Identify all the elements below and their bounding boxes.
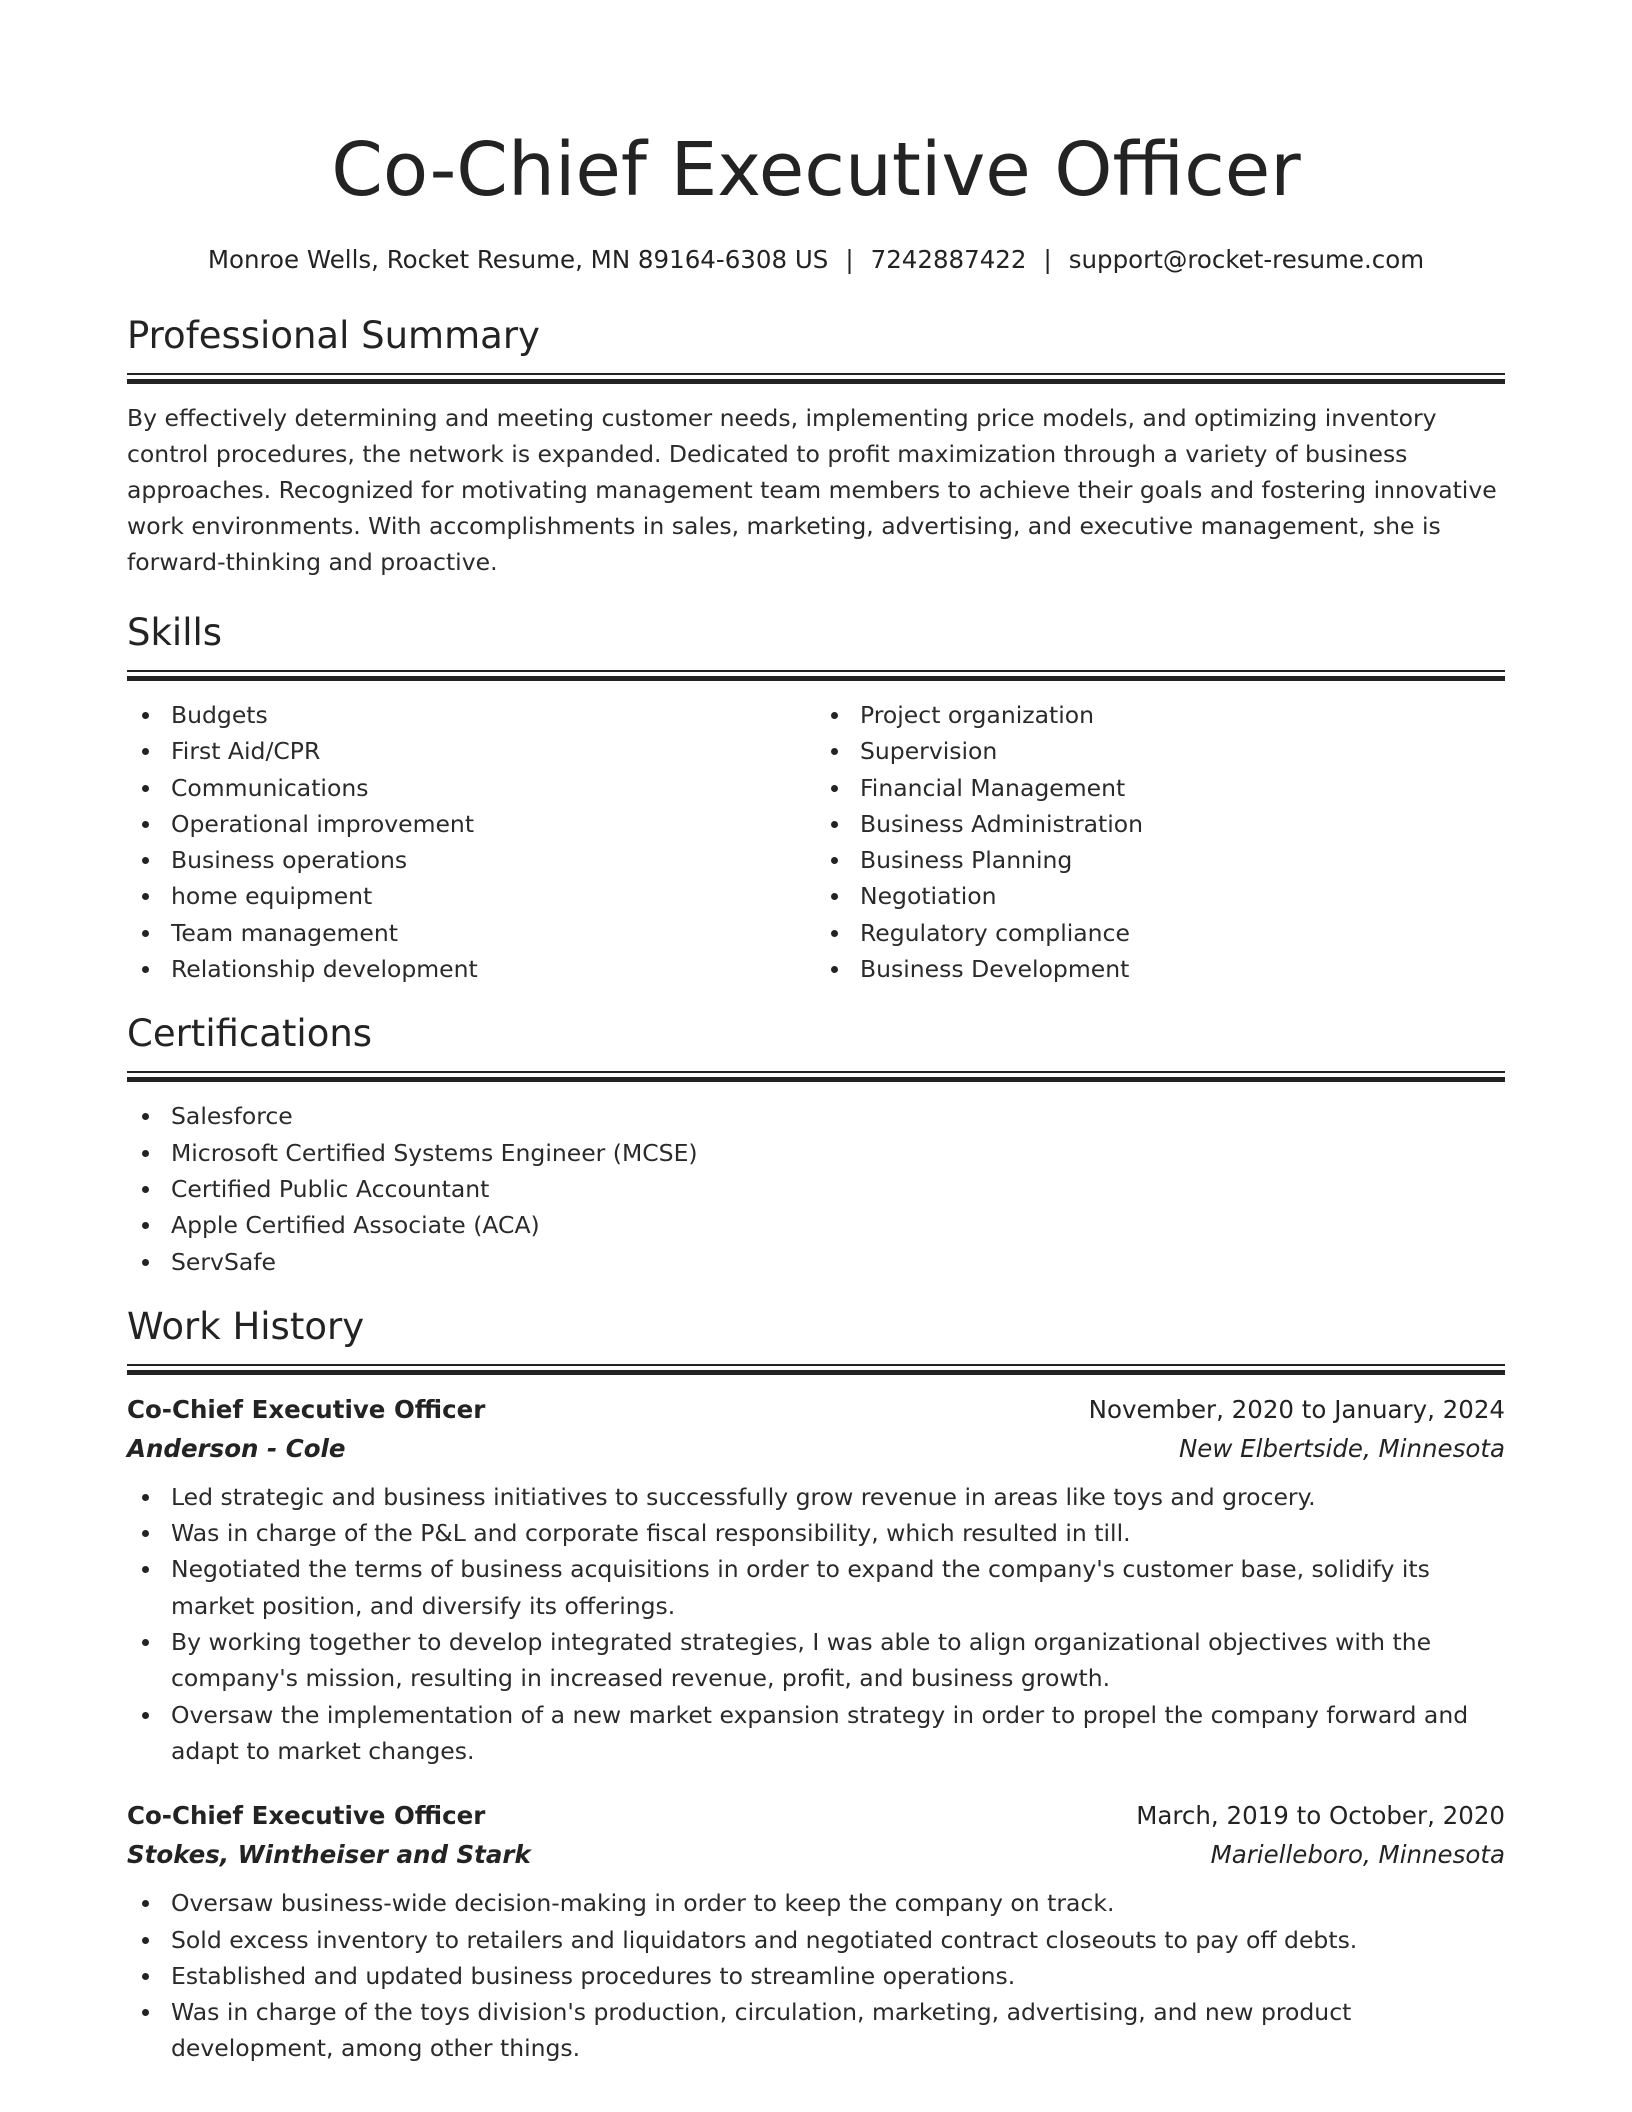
certification-item: Salesforce bbox=[127, 1098, 1505, 1134]
job-entry bbox=[127, 1797, 1505, 2066]
skill-item: Relationship development bbox=[127, 951, 816, 987]
contact-phone: 7242887422 bbox=[870, 245, 1027, 274]
summary-heading: Professional Summary bbox=[127, 314, 540, 357]
skill-item: Business Development bbox=[816, 951, 1505, 987]
skills-column-left bbox=[127, 697, 816, 987]
contact-address: Monroe Wells, Rocket Resume, MN 89164-6308 US bbox=[207, 245, 829, 274]
section-divider bbox=[127, 1071, 1505, 1082]
contact-email[interactable]: support@rocket-resume.com bbox=[1068, 245, 1425, 274]
job-company: Stokes, Wintheiser and Stark bbox=[127, 1840, 531, 1870]
job-location: Marielleboro, Minnesota bbox=[1210, 1840, 1505, 1870]
summary-section bbox=[127, 313, 1505, 580]
skill-item: Negotiation bbox=[816, 878, 1505, 914]
job-title: Co-Chief Executive Officer bbox=[127, 1801, 486, 1831]
skill-item: Regulatory compliance bbox=[816, 915, 1505, 951]
contact-separator: | bbox=[845, 245, 854, 274]
skills-list-left bbox=[127, 697, 816, 987]
job-bullet: Was in charge of the toys division's production, circulation, marketing, advertising, and new product development, among other things. bbox=[127, 1994, 1505, 2067]
job-title: Co-Chief Executive Officer bbox=[127, 1394, 486, 1424]
job-bullet: Sold excess inventory to retailers and liquidators and negotiated contract closeouts to pay off debts. bbox=[127, 1922, 1505, 1958]
job-header-row bbox=[127, 1797, 1505, 1835]
job-company-row bbox=[127, 1429, 1505, 1469]
skill-item: Team management bbox=[127, 915, 816, 951]
skill-item: Operational improvement bbox=[127, 806, 816, 842]
job-bullets bbox=[127, 1479, 1505, 1769]
resume-title: Co-Chief Executive Officer bbox=[331, 127, 1301, 213]
job-bullet: Established and updated business procedures to streamline operations. bbox=[127, 1958, 1505, 1994]
contact-separator: | bbox=[1043, 245, 1052, 274]
certifications-list bbox=[127, 1098, 1505, 1279]
job-header-row bbox=[127, 1391, 1505, 1429]
section-divider bbox=[127, 373, 1505, 384]
job-bullet: Led strategic and business initiatives to successfully grow revenue in areas like toys and grocery. bbox=[127, 1479, 1505, 1515]
certification-item: ServSafe bbox=[127, 1244, 1505, 1280]
skill-item: Financial Management bbox=[816, 770, 1505, 806]
skills-grid bbox=[127, 697, 1505, 987]
summary-text: By effectively determining and meeting customer needs, implementing price models, and optimizing inventory control procedures, the network is expanded. Dedicated to profit maximization through a variety of business approaches. Recognized for motivating management team members to achieve their goals and fostering innovative work environments. With accomplishments in sales, marketing, advertising, and executive management, she is forward-thinking and proactive. bbox=[127, 404, 1497, 576]
skill-item: home equipment bbox=[127, 878, 816, 914]
certification-item: Apple Certified Associate (ACA) bbox=[127, 1207, 1505, 1243]
skills-section bbox=[127, 610, 1505, 987]
skill-item: Business operations bbox=[127, 842, 816, 878]
section-divider bbox=[127, 670, 1505, 681]
skill-item: Project organization bbox=[816, 697, 1505, 733]
job-bullet: Was in charge of the P&L and corporate fiscal responsibility, which resulted in till. bbox=[127, 1515, 1505, 1551]
skill-item: Communications bbox=[127, 770, 816, 806]
job-dates: March, 2019 to October, 2020 bbox=[1136, 1801, 1505, 1831]
skill-item: Business Planning bbox=[816, 842, 1505, 878]
skills-list-right bbox=[816, 697, 1505, 987]
skills-heading: Skills bbox=[127, 611, 223, 654]
job-bullet: Oversaw the implementation of a new market expansion strategy in order to propel the company forward and adapt to market changes. bbox=[127, 1697, 1505, 1770]
work-history-heading: Work History bbox=[127, 1304, 365, 1348]
skill-item: Business Administration bbox=[816, 806, 1505, 842]
skill-item: Budgets bbox=[127, 697, 816, 733]
skill-item: Supervision bbox=[816, 733, 1505, 769]
section-divider bbox=[127, 1364, 1505, 1375]
certification-item: Certified Public Accountant bbox=[127, 1171, 1505, 1207]
certifications-heading: Certifications bbox=[127, 1012, 373, 1056]
job-bullet: Oversaw business-wide decision-making in order to keep the company on track. bbox=[127, 1885, 1505, 1921]
work-history-section bbox=[127, 1304, 1505, 2067]
job-location: New Elbertside, Minnesota bbox=[1178, 1433, 1505, 1463]
skill-item: First Aid/CPR bbox=[127, 733, 816, 769]
contact-line bbox=[127, 244, 1505, 276]
job-bullets bbox=[127, 1885, 1505, 2066]
certification-item: Microsoft Certified Systems Engineer (MCSE) bbox=[127, 1135, 1505, 1171]
job-bullet: By working together to develop integrated strategies, I was able to align organizational objectives with the company's mission, resulting in increased revenue, profit, and business growth. bbox=[127, 1624, 1505, 1697]
job-company-row bbox=[127, 1835, 1505, 1875]
certifications-section bbox=[127, 1011, 1505, 1279]
job-dates: November, 2020 to January, 2024 bbox=[1088, 1394, 1505, 1424]
skills-column-right bbox=[816, 697, 1505, 987]
job-company: Anderson - Cole bbox=[127, 1433, 346, 1463]
job-entry bbox=[127, 1391, 1505, 1769]
job-bullet: Negotiated the terms of business acquisitions in order to expand the company's customer base, solidify its market position, and diversify its offerings. bbox=[127, 1551, 1505, 1624]
